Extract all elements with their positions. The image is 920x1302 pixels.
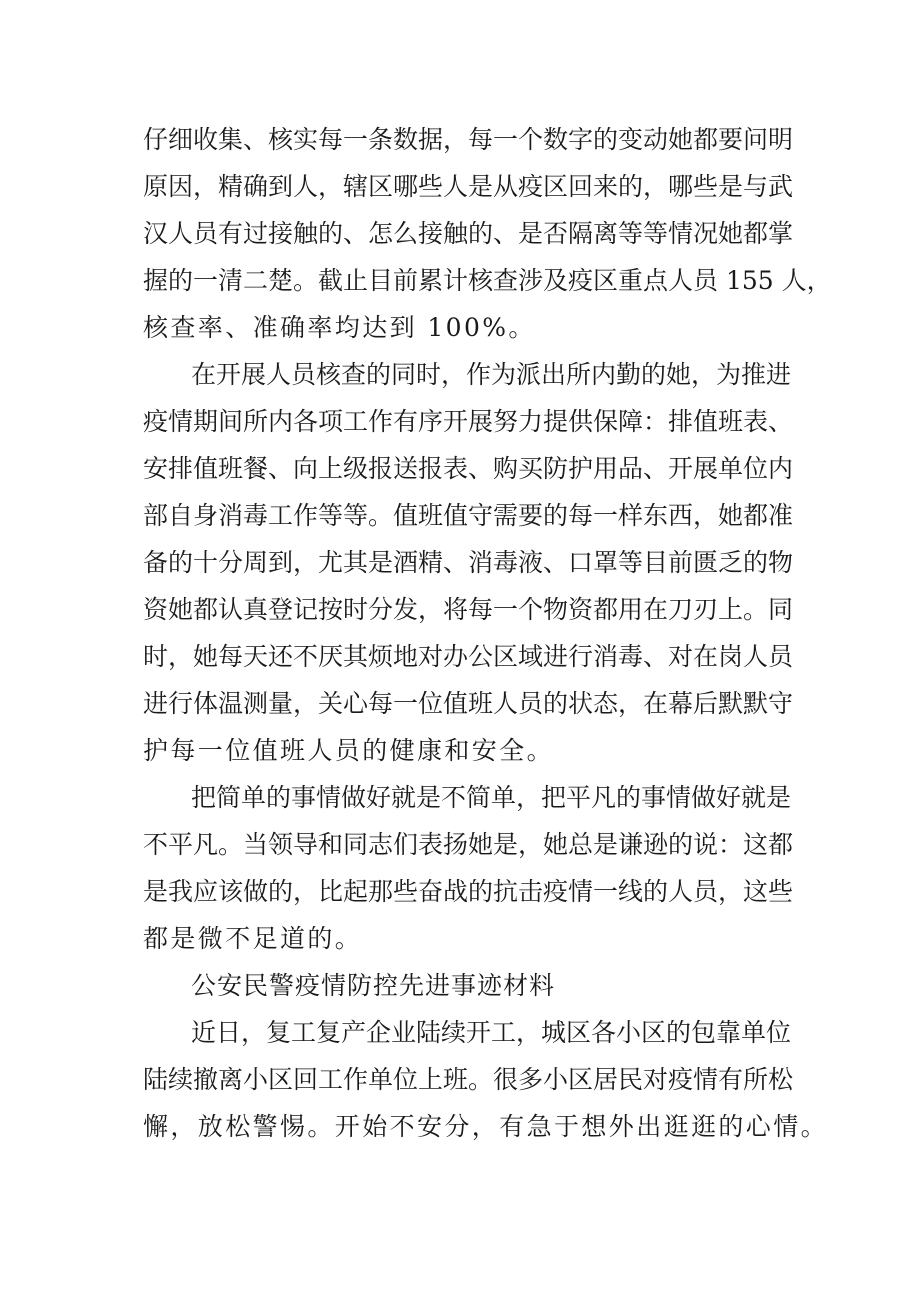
text-line: 安排值班餐、向上级报送报表、购买防护用品、开展单位内 [143,454,794,483]
text-line: 不平凡。当领导和同志们表扬她是，她总是谦逊的说：这都 [143,830,794,859]
text-line: 陆续撤离小区回工作单位上班。很多小区居民对疫情有所松 [143,1065,794,1094]
text-line: 握的一清二楚。截止目前累计核查涉及疫区重点人员 155 人， [143,266,832,295]
text-line: 汉人员有过接触的、怎么接触的、是否隔离等等情况她都掌 [143,219,794,248]
text-line: 仔细收集、核实每一条数据，每一个数字的变动她都要问明 [143,125,794,154]
paragraph-start-line: 在开展人员核查的同时，作为派出所内勤的她，为推进 [191,360,792,389]
paragraph-start-line: 近日，复工复产企业陆续开工，城区各小区的包靠单位 [191,1018,792,1047]
text-line: 备的十分周到，尤其是酒精、消毒液、口罩等目前匮乏的物 [143,548,794,577]
text-line: 进行体温测量，关心每一位值班人员的状态，在幕后默默守 [143,689,794,718]
text-line: 护每一位值班人员的健康和安全。 [143,736,555,765]
document-body [143,116,832,1150]
paragraph-start-line: 把简单的事情做好就是不简单，把平凡的事情做好就是 [191,783,792,812]
text-line: 是我应该做的，比起那些奋战的抗击疫情一线的人员，这些 [143,877,794,906]
text-line: 懈，放松警惕。开始不安分，有急于想外出逛逛的心情。 [143,1112,829,1141]
text-line: 部自身消毒工作等等。值班值守需要的每一样东西，她都准 [143,501,794,530]
text-line: 疫情期间所内各项工作有序开展努力提供保障：排值班表、 [143,407,794,436]
text-line: 都是微不足道的。 [143,924,363,953]
text-line: 资她都认真登记按时分发，将每一个物资都用在刀刃上。同 [143,595,794,624]
text-line: 原因，精确到人，辖区哪些人是从疫区回来的，哪些是与武 [143,172,794,201]
section-heading: 公安民警疫情防控先进事迹材料 [191,971,556,1000]
text-line: 核查率、准确率均达到 100%。 [143,313,536,342]
text-line: 时，她每天还不厌其烦地对办公区域进行消毒、对在岗人员 [143,642,794,671]
